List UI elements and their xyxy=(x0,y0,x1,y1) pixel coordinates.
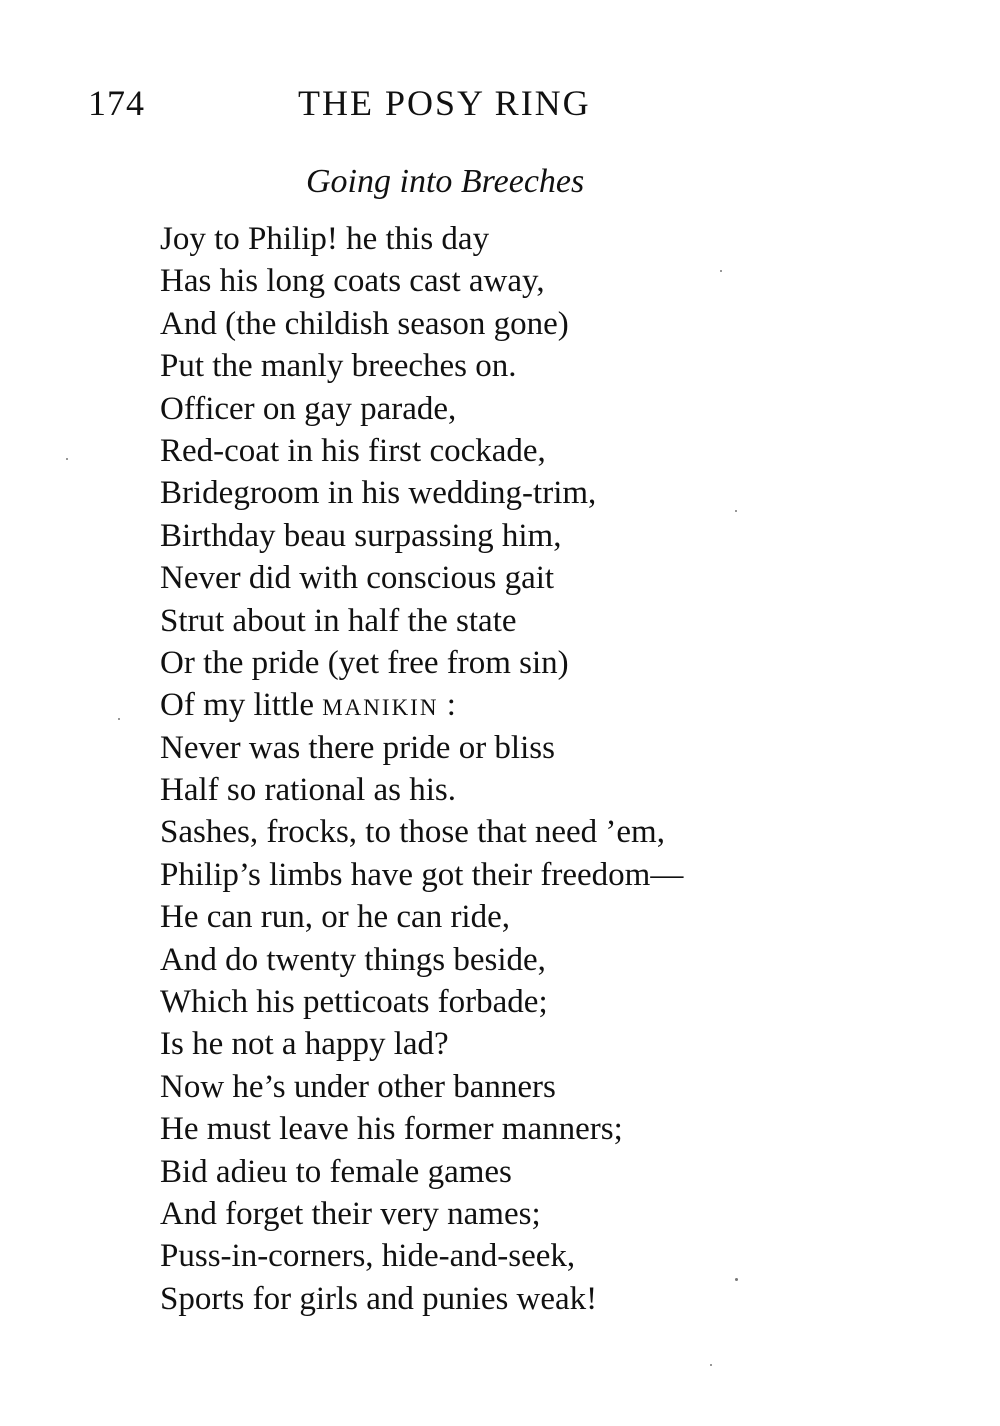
poem-line: And forget their very names; xyxy=(160,1195,541,1232)
poem-line: Officer on gay parade, xyxy=(160,390,457,427)
page-number: 174 xyxy=(88,83,145,123)
poem-line: Birthday beau surpassing him, xyxy=(160,517,562,554)
poem-line: Which his petticoats forbade; xyxy=(160,984,548,1021)
poem-title: Going into Breeches xyxy=(306,163,585,200)
poem-line: Bid adieu to female games xyxy=(160,1153,512,1190)
poem-line-punctuation: : xyxy=(438,687,456,724)
poem-line: Puss-in-corners, hide-and-seek, xyxy=(160,1238,576,1275)
poem-line: Put the manly breeches on. xyxy=(160,348,517,385)
poem-line: Never did with conscious gait xyxy=(160,560,555,597)
print-speck xyxy=(118,718,120,720)
running-head xyxy=(88,82,708,132)
poem-line-text: Of my little xyxy=(160,687,314,724)
poem-line: Red-coat in his first cockade, xyxy=(160,432,546,469)
poem-body xyxy=(160,218,840,1320)
poem-line: Sashes, frocks, to those that need ’em, xyxy=(160,814,665,851)
poem-line: Or the pride (yet free from sin) xyxy=(160,644,569,681)
poem-line: Bridegroom in his wedding-trim, xyxy=(160,475,597,512)
print-speck xyxy=(735,1278,738,1281)
poem-line: And (the childish season gone) xyxy=(160,305,569,342)
poem-line-manikin xyxy=(160,684,840,726)
manikin-smallcaps: manikin xyxy=(322,687,439,724)
book-title: THE POSY RING xyxy=(298,83,591,123)
print-speck xyxy=(735,510,737,512)
poem-line: And do twenty things beside, xyxy=(160,941,546,978)
poem-line: Half so rational as his. xyxy=(160,772,457,809)
poem-line: Sports for girls and punies weak! xyxy=(160,1280,598,1317)
poem-line: Now he’s under other banners xyxy=(160,1068,556,1105)
poem-line: Joy to Philip! he this day xyxy=(160,221,490,257)
poem-line: He must leave his former manners; xyxy=(160,1111,623,1148)
poem-line: Philip’s limbs have got their freedom— xyxy=(160,856,684,893)
poem-line: Has his long coats cast away, xyxy=(160,263,545,300)
print-speck xyxy=(66,458,68,460)
poem-line: Strut about in half the state xyxy=(160,602,517,639)
poem-line: Is he not a happy lad? xyxy=(160,1026,449,1063)
print-speck xyxy=(720,270,722,272)
poem-line: Never was there pride or bliss xyxy=(160,729,555,766)
poem-line: He can run, or he can ride, xyxy=(160,899,510,936)
print-speck xyxy=(710,1364,712,1366)
